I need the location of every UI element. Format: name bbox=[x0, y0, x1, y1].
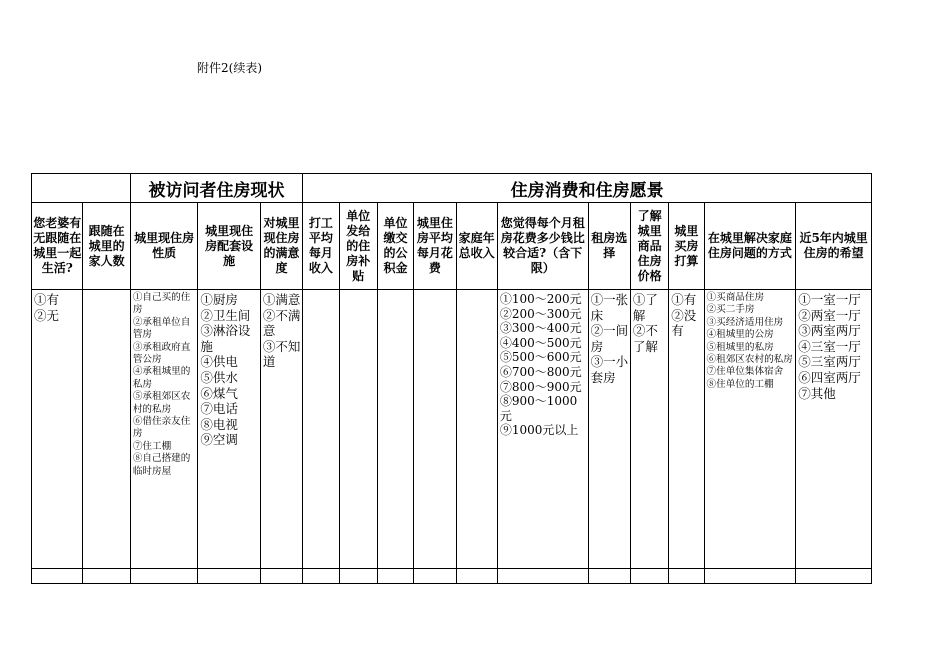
blank-cell bbox=[497, 569, 588, 584]
option-item: ②不了解 bbox=[632, 323, 658, 354]
cell-housing-subsidy bbox=[339, 290, 377, 569]
options-list bbox=[796, 290, 871, 401]
cell-facilities bbox=[198, 290, 261, 569]
blank-cell bbox=[669, 569, 704, 584]
header-row bbox=[32, 203, 872, 290]
header-monthly-income: 打工平均每月收入 bbox=[303, 203, 339, 290]
header-solution: 在城里解决家庭住房问题的方式 bbox=[704, 203, 796, 290]
option-item: ②不满意 bbox=[262, 307, 301, 339]
header-rental-choice: 租房选择 bbox=[588, 203, 630, 290]
option-item: ②无 bbox=[34, 307, 60, 323]
options-list bbox=[198, 290, 260, 448]
option-item: ①满意 bbox=[262, 292, 301, 307]
option-item: ①自己买的住房 bbox=[132, 292, 191, 316]
option-item: ③买经济适用住房 bbox=[706, 316, 784, 328]
option-item: ③不知道 bbox=[262, 338, 301, 370]
option-item: ③一小套房 bbox=[590, 354, 629, 385]
group-row bbox=[32, 174, 872, 203]
blank-cell bbox=[32, 569, 83, 584]
header-provident-fund: 单位缴交的公积金 bbox=[377, 203, 413, 290]
group-housing-consumption: 住房消费和住房愿景 bbox=[303, 174, 872, 203]
option-item: ①一室一厅 bbox=[798, 292, 861, 307]
cell-satisfaction bbox=[260, 290, 302, 569]
cell-annual-income bbox=[456, 290, 497, 569]
cell-buy-plan bbox=[669, 290, 704, 569]
cell-spouse bbox=[32, 290, 83, 569]
option-item: ⑧自己搭建的临时房屋 bbox=[132, 453, 191, 477]
header-spouse: 您老婆有无跟随在城里一起生活? bbox=[32, 203, 83, 290]
cell-hope bbox=[796, 290, 872, 569]
option-item: ④供电 bbox=[200, 354, 238, 370]
header-satisfaction: 对城里现住房的满意度 bbox=[260, 203, 302, 290]
blank-cell bbox=[260, 569, 302, 584]
options-list bbox=[32, 290, 82, 323]
header-know-price: 了解城里商品住房价格 bbox=[630, 203, 668, 290]
option-item: ②没有 bbox=[671, 307, 697, 339]
option-item: ⑦其他 bbox=[798, 385, 836, 401]
blank-cell bbox=[414, 569, 456, 584]
option-item: ②一间房 bbox=[590, 323, 629, 354]
header-housing-nature: 城里现住房性质 bbox=[130, 203, 198, 290]
option-item: ⑧电视 bbox=[200, 416, 238, 432]
options-list bbox=[669, 290, 703, 339]
option-item: ⑦800～900元 bbox=[499, 379, 582, 394]
option-item: ③承租政府直管公房 bbox=[132, 341, 191, 366]
option-item: ⑥四室两厅 bbox=[798, 369, 861, 385]
option-item: ②买二手房 bbox=[706, 304, 755, 316]
option-item: ③淋浴设施 bbox=[200, 323, 251, 354]
header-monthly-housing-cost: 城里住房平均每月花费 bbox=[414, 203, 456, 290]
option-item: ①买商品住房 bbox=[706, 292, 765, 303]
header-buy-plan: 城里买房打算 bbox=[669, 203, 704, 290]
option-item: ⑥租郊区农村的私房 bbox=[706, 354, 793, 366]
option-item: ⑥煤气 bbox=[200, 385, 238, 401]
blank-cell bbox=[130, 569, 198, 584]
cell-solution bbox=[704, 290, 796, 569]
option-item: ②两室一厅 bbox=[798, 307, 861, 323]
blank-cell bbox=[588, 569, 630, 584]
option-item: ②200～300元 bbox=[499, 306, 582, 321]
cell-know-price bbox=[630, 290, 668, 569]
header-rent-range: 您觉得每个月租房花费多少钱比较合适?（含下限） bbox=[497, 203, 588, 290]
option-item: ⑤租城里的私房 bbox=[706, 341, 774, 353]
options-list bbox=[589, 290, 630, 386]
cell-monthly-income bbox=[303, 290, 339, 569]
option-item: ⑤供水 bbox=[200, 369, 238, 385]
option-item: ①厨房 bbox=[200, 292, 238, 307]
blank-cell bbox=[630, 569, 668, 584]
option-item: ②卫生间 bbox=[200, 307, 251, 323]
option-item: ⑦住工棚 bbox=[132, 440, 172, 452]
options-list bbox=[631, 290, 668, 354]
blank-cell bbox=[83, 569, 130, 584]
option-item: ④三室一厅 bbox=[798, 338, 861, 354]
blank-cell bbox=[303, 569, 339, 584]
options-list bbox=[498, 290, 588, 438]
blank-cell bbox=[198, 569, 261, 584]
option-item: ⑨空调 bbox=[200, 432, 238, 448]
cell-rent-range bbox=[497, 290, 588, 569]
header-annual-income: 家庭年总收入 bbox=[456, 203, 497, 290]
cell-provident-fund bbox=[377, 290, 413, 569]
option-item: ①有 bbox=[34, 292, 60, 307]
options-row bbox=[32, 290, 872, 569]
option-item: ①了解 bbox=[632, 292, 658, 323]
option-item: ③两室两厅 bbox=[798, 323, 861, 339]
blank-cell bbox=[456, 569, 497, 584]
survey-table bbox=[31, 173, 872, 584]
blank-cell bbox=[704, 569, 796, 584]
option-item: ⑥700～800元 bbox=[499, 364, 582, 379]
option-item: ④400～500元 bbox=[499, 335, 582, 350]
cell-rental-choice bbox=[588, 290, 630, 569]
option-item: ⑤承租郊区农村的私房 bbox=[132, 391, 191, 415]
option-item: ①一张床 bbox=[590, 292, 629, 323]
option-item: ⑦住单位集体宿舍 bbox=[706, 366, 784, 378]
option-item: ②承租单位自管房 bbox=[132, 316, 191, 341]
blank-cell bbox=[339, 569, 377, 584]
caption: 附件2(续表) bbox=[197, 61, 262, 75]
header-hope: 近5年内城里住房的希望 bbox=[796, 203, 872, 290]
group-blank bbox=[83, 174, 130, 203]
options-list bbox=[705, 290, 796, 391]
option-item: ⑨1000元以上 bbox=[499, 423, 579, 438]
option-item: ⑥借住亲友住房 bbox=[132, 416, 191, 440]
header-family-count: 跟随在城里的家人数 bbox=[83, 203, 130, 290]
option-item: ⑧住单位的工棚 bbox=[706, 378, 774, 390]
option-item: ①有 bbox=[671, 292, 697, 307]
cell-family-count bbox=[83, 290, 130, 569]
blank-cell bbox=[377, 569, 413, 584]
group-housing-status: 被访问者住房现状 bbox=[130, 174, 302, 203]
cell-housing-nature bbox=[130, 290, 198, 569]
option-item: ⑧900～1000元 bbox=[499, 394, 578, 423]
header-housing-subsidy: 单位发给的住房补贴 bbox=[339, 203, 377, 290]
option-item: ⑤500～600元 bbox=[499, 350, 582, 365]
header-facilities: 城里现住房配套设施 bbox=[198, 203, 261, 290]
option-item: ⑦电话 bbox=[200, 401, 238, 417]
option-item: ①100～200元 bbox=[499, 292, 582, 306]
options-list bbox=[261, 290, 302, 370]
option-item: ④承租城里的私房 bbox=[132, 366, 191, 390]
group-blank bbox=[32, 174, 83, 203]
blank-cell bbox=[796, 569, 872, 584]
option-item: ③300～400元 bbox=[499, 321, 582, 336]
options-list bbox=[131, 290, 198, 478]
blank-row bbox=[32, 569, 872, 584]
cell-monthly-housing-cost bbox=[414, 290, 456, 569]
option-item: ④租城里的公房 bbox=[706, 329, 774, 341]
option-item: ⑤三室两厅 bbox=[798, 354, 861, 370]
